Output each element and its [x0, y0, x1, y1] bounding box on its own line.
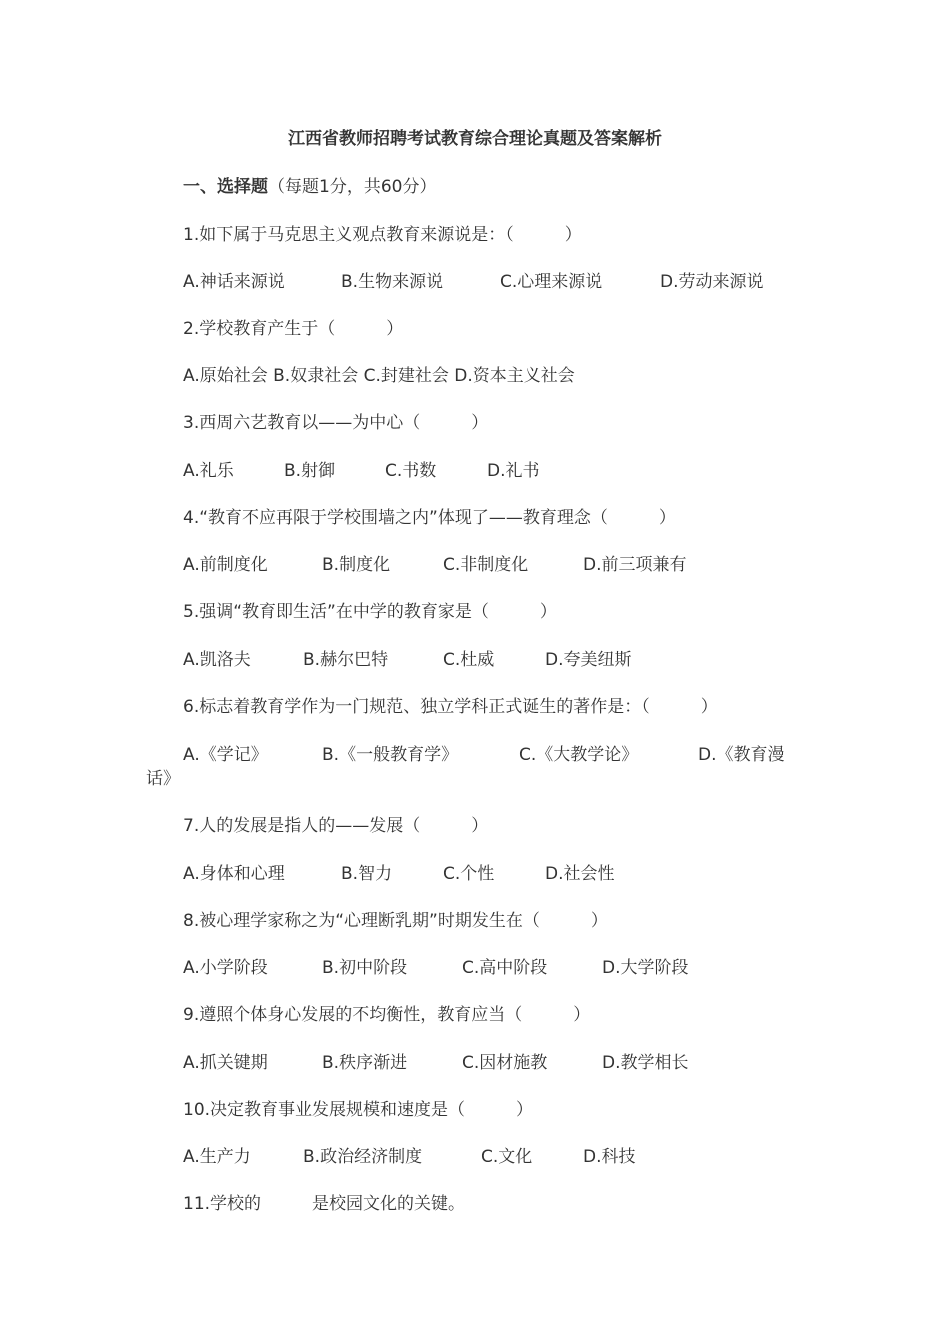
option-b: B.政治经济制度 [303, 1147, 423, 1167]
question-1-options [183, 267, 764, 292]
question-4: 4.“教育不应再限于学校围墙之内”体现了——教育理念（ ） [183, 508, 676, 528]
question-6: 6.标志着教育学作为一门规范、独立学科正式诞生的著作是：（ ） [183, 697, 718, 717]
page-title: 江西省教师招聘考试教育综合理论真题及答案解析 [288, 129, 662, 149]
option-a: A.生产力 [183, 1147, 251, 1167]
option-a: A.身体和心理 [183, 864, 285, 884]
question-5-options [183, 645, 632, 670]
option-d: D.《教育漫 [698, 745, 785, 765]
option-a: A.小学阶段 [183, 958, 268, 978]
option-b: B.智力 [341, 864, 393, 884]
option-c: C.非制度化 [443, 555, 529, 575]
option-c: C.文化 [481, 1147, 533, 1167]
option-c: C.心理来源说 [500, 272, 603, 292]
question-10-options [183, 1142, 636, 1167]
option-d-continued: 话》 [146, 769, 180, 789]
question-3: 3.西周六艺教育以——为中心（ ） [183, 413, 489, 433]
option-d: D.礼书 [487, 461, 540, 481]
question-11: 11.学校的 是校园文化的关键。 [183, 1194, 466, 1214]
option-b: B.《一般教育学》 [322, 745, 459, 765]
question-8-options [183, 953, 689, 978]
option-c: C.杜威 [443, 650, 495, 670]
question-9-options [183, 1048, 689, 1073]
option-a: A.神话来源说 [183, 272, 285, 292]
question-10: 10.决定教育事业发展规模和速度是（ ） [183, 1100, 534, 1120]
option-c: C.书数 [385, 461, 437, 481]
option-d: D.教学相长 [602, 1053, 689, 1073]
option-b: B.制度化 [322, 555, 391, 575]
option-c: C.高中阶段 [462, 958, 548, 978]
option-a: A.《学记》 [183, 745, 268, 765]
section-heading [183, 172, 436, 197]
option-d: D.夸美纽斯 [545, 650, 632, 670]
question-7: 7.人的发展是指人的——发展（ ） [183, 816, 489, 836]
option-c: C.因材施教 [462, 1053, 548, 1073]
question-4-options [183, 550, 687, 575]
option-d: D.前三项兼有 [583, 555, 687, 575]
question-8: 8.被心理学家称之为“心理断乳期”时期发生在（ ） [183, 911, 608, 931]
question-7-options [183, 859, 615, 884]
option-b: B.赫尔巴特 [303, 650, 389, 670]
option-d: D.大学阶段 [602, 958, 689, 978]
question-1: 1.如下属于马克思主义观点教育来源说是：（ ） [183, 225, 582, 245]
option-a: A.抓关键期 [183, 1053, 268, 1073]
question-6-options [183, 740, 785, 765]
question-5: 5.强调“教育即生活”在中学的教育家是（ ） [183, 602, 557, 622]
option-b: B.生物来源说 [341, 272, 444, 292]
option-d: D.劳动来源说 [660, 272, 764, 292]
question-2-options: A.原始社会 B.奴隶社会 C.封建社会 D.资本主义社会 [183, 366, 575, 386]
option-a: A.凯洛夫 [183, 650, 251, 670]
option-b: B.初中阶段 [322, 958, 408, 978]
section-title: 一、选择题 [183, 177, 268, 197]
option-d: D.社会性 [545, 864, 615, 884]
question-3-options [183, 456, 540, 481]
option-a: A.前制度化 [183, 555, 268, 575]
option-b: B.射御 [284, 461, 336, 481]
option-c: C.个性 [443, 864, 495, 884]
question-2: 2.学校教育产生于（ ） [183, 319, 404, 339]
section-note: （每题1分，共60分） [268, 177, 437, 197]
option-d: D.科技 [583, 1147, 636, 1167]
question-9: 9.遵照个体身心发展的不均衡性，教育应当（ ） [183, 1005, 591, 1025]
option-a: A.礼乐 [183, 461, 234, 481]
option-c: C.《大教学论》 [519, 745, 639, 765]
option-b: B.秩序渐进 [322, 1053, 408, 1073]
